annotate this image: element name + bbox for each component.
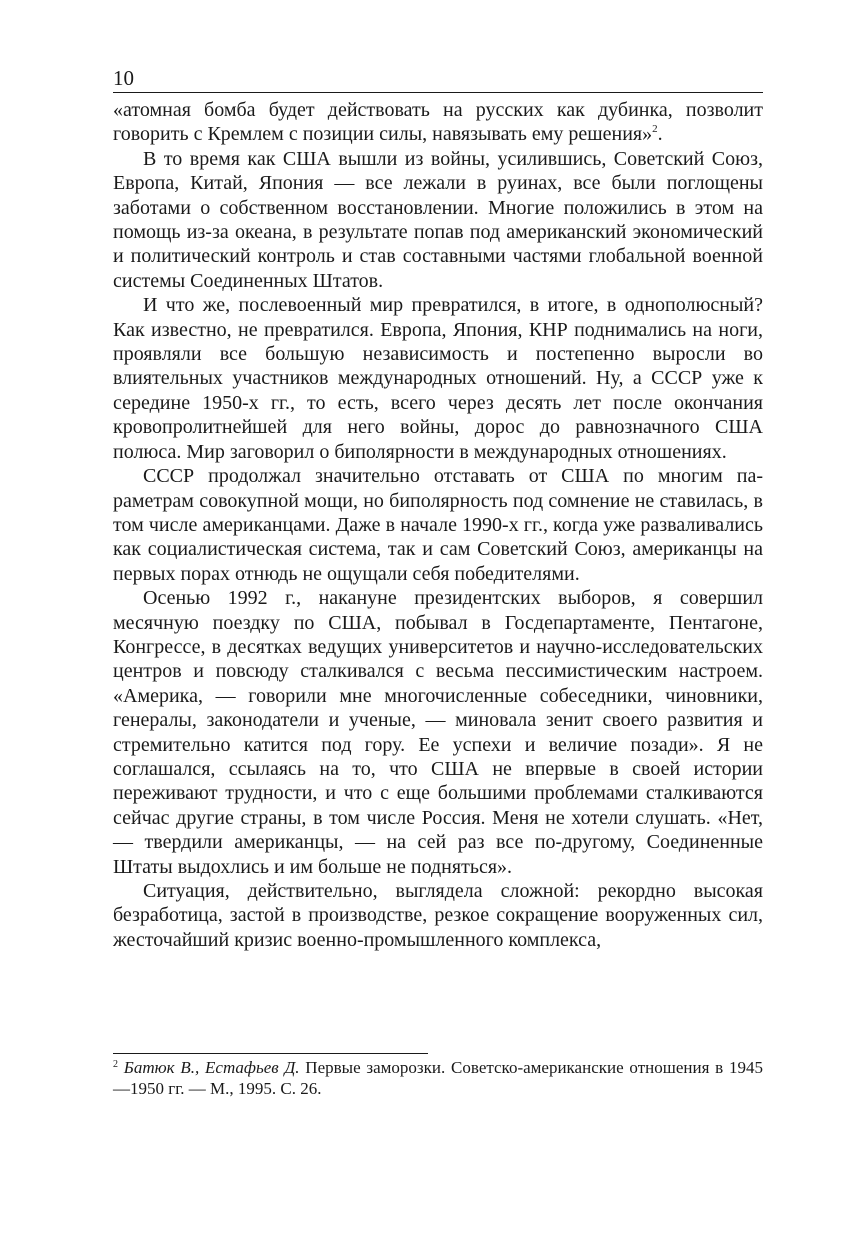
- paragraph-4: СССР продолжал значительно отставать от США по многим параметрам совокупной мощи, но биполярность под сомнение не ставилась, в том числе американцами. Даже в начале 1990-х гг., когда уже разваливались как социалистическая система, так и сам Советский Союз, американцы на первых порах отнюдь не ощущали себя победителями.: [113, 465, 763, 585]
- footnote-authors: Батюк В., Естафьев Д.: [123, 1058, 300, 1077]
- footnote: [113, 1057, 763, 1099]
- paragraph-1: [113, 98, 763, 147]
- paragraph-1-text: «атомная бомба будет действовать на русских как дубинка, позволит говорить с Кремлем с позиции силы, навязывать ему решения»: [113, 99, 763, 146]
- body-text: [113, 98, 763, 952]
- paragraph-1-end: .: [657, 123, 663, 146]
- paragraph-3: И что же, послевоенный мир превратился, в итоге, в однополюсный? Как известно, не превратился. Европа, Япония, КНР поднимались на ноги, проявляли все большую независимость и постепенно выросли во влиятельных участников международных отношений. Ну, а СССР уже к середине 1950-х гг., то есть, всего через десять лет после окончания кровопролитнейшей для него войны, дорос до равнозначного США полюса. Мир заговорил о биполярности в международных отношениях.: [113, 294, 763, 463]
- page-number: 10: [113, 66, 134, 90]
- running-header: [113, 60, 763, 93]
- paragraph-6: Ситуация, действительно, выглядела сложной: рекордно высокая безработица, застой в производстве, резкое сокращение вооруженных сил, жесточайший кризис военно-промышленного комплекса,: [113, 880, 763, 951]
- footnote-text: Первые заморозки. Советско-американские отношения в 1945—1950 гг. — М., 1995. С. 26.: [113, 1058, 763, 1098]
- paragraph-5: Осенью 1992 г., накануне президентских выборов, я совершил месячную поездку по США, побывал в Госдепартаменте, Пентагоне, Конгрессе, в десятках ведущих университетов и научно-исследовательских центров и повсюду сталкивался с весьма пессимистическим настроем. «Америка, — говорили мне многочисленные собеседники, чиновники, генералы, законодатели и ученые, — миновала зенит своего развития и стремительно катится под гору. Ее успехи и величие позади». Я не соглашался, ссылаясь на то, что США не впервые в своей истории переживают трудности, и что с еще большими проблемами сталкиваются сейчас другие страны, в том числе Россия. Меня не хотели слушать. «Нет, — твердили американцы, — на сей раз все по-другому, Соединенные Штаты выдохлись и им больше не подняться».: [113, 587, 763, 878]
- paragraph-2: В то время как США вышли из войны, усилившись, Советский Союз, Европа, Китай, Япония — все лежали в руинах, все были поглощены заботами о собственном восстановлении. Многие положились в этом на помощь из-за океана, в результате попав под американский экономический и политический контроль и став составными частями глобальной военной системы Соединенных Штатов.: [113, 147, 763, 292]
- footnote-divider: [113, 1053, 428, 1054]
- footnote-number: 2: [113, 1059, 118, 1070]
- page: [113, 60, 763, 952]
- footnote-reference: 2: [652, 123, 658, 136]
